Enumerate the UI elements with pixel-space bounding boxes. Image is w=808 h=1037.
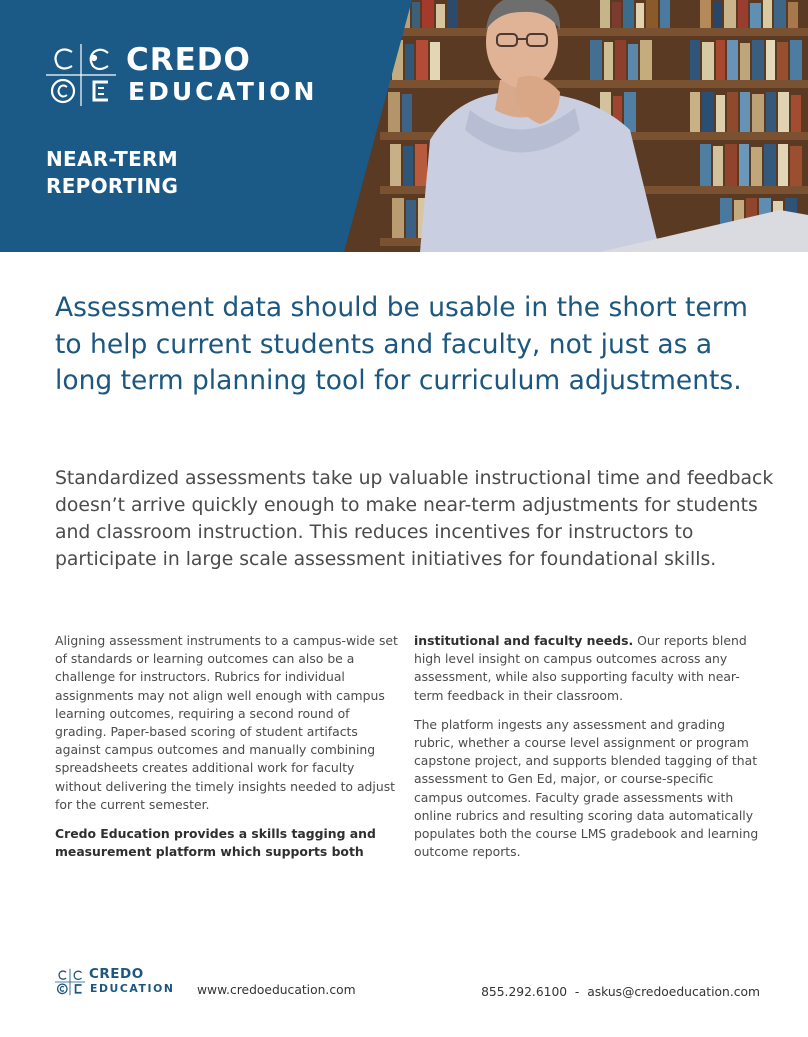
header-banner: [0, 0, 808, 252]
footer-logo-education: EDUCATION: [90, 982, 175, 995]
credo-logo: [46, 44, 346, 108]
left-paragraph-2: [55, 825, 400, 861]
footer-contact-info[interactable]: 855.292.6100 - askus@credoeducation.com: [481, 985, 760, 999]
right-paragraph-1: [414, 632, 764, 705]
title-panel: [0, 0, 808, 252]
section-title-line-2: REPORTING: [46, 174, 179, 198]
left-paragraph-1: Aligning assessment instruments to a campus-wide set of standards or learning outcomes can also be a challenge for instructors. Rubrics for individual assignments may not align well enough with campus learning outcomes, requiring a second round of grading. Paper-based scoring of student artifacts against campus outcomes and manually combining spreadsheets creates additional work for faculty without delivering the timely insights needed to adjust for the current semester.: [55, 633, 398, 812]
section-title-line-1: NEAR-TERM: [46, 147, 178, 171]
credo-monogram-icon: [55, 968, 85, 996]
footer-logo: [55, 968, 195, 998]
right-paragraph-1-bold: institutional and faculty needs.: [414, 633, 634, 648]
intro-paragraph: Standardized assessments take up valuable instructional time and feedback doesn’t arrive quickly enough to make near-term adjustments for students and classroom instruction. This reduces incentives for instructors to participate in large scale assessment initiatives for foundational skills.: [55, 468, 774, 570]
credo-monogram-icon: [46, 44, 116, 106]
headline: Assessment data should be usable in the short term to help current students and faculty, not just as a long term planning tool for curriculum adjustments.: [55, 292, 748, 396]
logo-name-education: EDUCATION: [128, 77, 318, 106]
footer-website-link[interactable]: www.credoeducation.com: [197, 983, 356, 997]
right-column: [414, 632, 764, 872]
right-paragraph-2: The platform ingests any assessment and grading rubric, whether a course level assignment or program capstone project, and supports blended tagging of that assessment to Gen Ed, major, or course-specific campus outcomes. Faculty grade assessments with online rubrics and resulting scoring data automatically populates both the course LMS gradebook and learning outcome reports.: [414, 716, 759, 860]
left-paragraph-2-bold: Credo Education provides a skills tagging and measurement platform which supports both: [55, 826, 376, 860]
logo-name-credo: CREDO: [126, 42, 251, 78]
section-title: [46, 146, 306, 200]
right-paragraph-1-rest: Our reports blend high level insight on campus outcomes across any assessment, while also supporting faculty with near-term feedback in their classroom.: [414, 633, 747, 703]
footer-logo-credo: CREDO: [89, 966, 144, 982]
left-column: [55, 632, 400, 872]
